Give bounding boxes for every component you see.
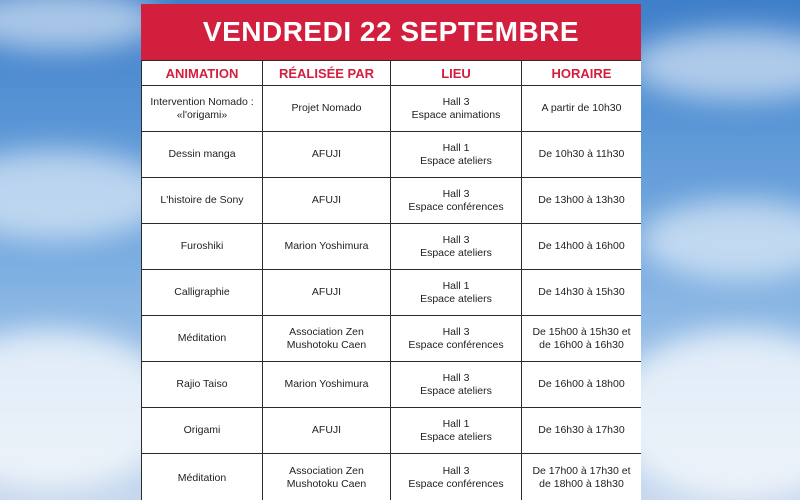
cell-place-line: Espace conférences (408, 338, 504, 351)
cell-animation (142, 132, 263, 178)
table-row (142, 224, 642, 270)
table-row (142, 178, 642, 224)
cell-animation-line: Intervention Nomado : (150, 95, 254, 108)
cell-animation-line: Furoshiki (180, 240, 224, 252)
cell-animation (142, 270, 263, 316)
cell-place (391, 362, 522, 408)
cell-time (522, 316, 642, 362)
table-row (142, 408, 642, 454)
cell-place (391, 454, 522, 500)
cell-by-line: Mushotoku Caen (286, 338, 367, 351)
cell-place-line: Espace ateliers (420, 292, 492, 305)
cell-by-line: Projet Nomado (291, 102, 362, 114)
cell-animation (142, 408, 263, 454)
date-title: VENDREDI 22 SEPTEMBRE (202, 16, 580, 47)
table-row (142, 454, 642, 500)
cell-by-line: Association Zen (289, 325, 364, 338)
cell-place (391, 224, 522, 270)
cell-place (391, 408, 522, 454)
cell-place (391, 270, 522, 316)
cell-animation (142, 316, 263, 362)
table-body (142, 86, 642, 500)
cell-time (522, 362, 642, 408)
cell-time-line: De 13h00 à 13h30 (538, 194, 625, 206)
cell-place-line: Espace ateliers (420, 384, 492, 397)
cell-place (391, 316, 522, 362)
cell-animation (142, 224, 263, 270)
cell-animation-line: Dessin manga (168, 148, 236, 160)
column-header-animation: ANIMATION (142, 61, 263, 86)
cell-time-line: De 10h30 à 11h30 (538, 148, 625, 160)
cell-time-line: De 16h30 à 17h30 (538, 424, 625, 436)
cell-time (522, 86, 642, 132)
cell-place-line: Espace conférences (408, 200, 504, 213)
cell-animation-line: Méditation (177, 471, 227, 484)
cell-by-line: AFUJI (311, 286, 342, 298)
column-header-by: RÉALISÉE PAR (263, 61, 391, 86)
cell-place-line: Hall 3 (442, 95, 470, 108)
cell-animation (142, 454, 263, 500)
cell-time (522, 454, 642, 500)
date-banner (141, 4, 641, 60)
cell-place-line: Espace animations (411, 108, 501, 121)
cloud (630, 30, 800, 100)
cell-place-line: Hall 1 (442, 279, 470, 292)
cell-animation-line: Rajio Taiso (176, 378, 228, 390)
cell-animation (142, 362, 263, 408)
cell-place (391, 178, 522, 224)
cell-place (391, 132, 522, 178)
cell-place-line: Hall 1 (442, 417, 470, 430)
cell-by (263, 408, 391, 454)
cell-by-line: Association Zen (289, 465, 364, 477)
schedule-table (141, 60, 641, 500)
cell-animation-line: L'histoire de Sony (160, 194, 244, 206)
table-row (142, 132, 642, 178)
cell-by (263, 178, 391, 224)
cell-by (263, 132, 391, 178)
cell-place-line: Hall 3 (442, 187, 470, 200)
cloud (640, 200, 800, 280)
cell-place-line: Espace ateliers (420, 246, 492, 259)
cell-place-line: Hall 1 (442, 141, 470, 154)
column-header-place: LIEU (391, 61, 522, 86)
cell-animation-line: Calligraphie (174, 286, 230, 298)
cell-animation-line: Méditation (177, 332, 227, 344)
cell-by (263, 316, 391, 362)
cell-time-line: De 14h30 à 15h30 (538, 286, 625, 298)
cell-time-line: de 16h00 à 16h30 (539, 338, 624, 351)
cell-time-line: A partir de 10h30 (541, 102, 622, 114)
cell-by (263, 270, 391, 316)
cell-by (263, 86, 391, 132)
cell-time (522, 408, 642, 454)
cell-time-line: de 18h00 à 18h30 (539, 478, 624, 490)
cloud (0, 0, 160, 50)
cell-by (263, 454, 391, 500)
schedule-panel (141, 4, 641, 500)
cell-time-line: De 15h00 à 15h30 et (532, 325, 631, 338)
cell-by-line: AFUJI (311, 148, 342, 160)
table-header-row (142, 61, 642, 86)
table-row (142, 270, 642, 316)
cell-time (522, 270, 642, 316)
cell-by-line: AFUJI (311, 424, 342, 436)
cell-animation-line: «l'origami» (176, 108, 228, 121)
cell-animation-line: Origami (183, 424, 221, 436)
cell-time (522, 224, 642, 270)
cell-place-line: Hall 3 (442, 325, 470, 338)
cell-by-line: AFUJI (311, 194, 342, 206)
cell-animation (142, 178, 263, 224)
cell-time-line: De 14h00 à 16h00 (538, 240, 625, 252)
cell-time (522, 132, 642, 178)
cell-time-line: De 16h00 à 18h00 (538, 378, 625, 390)
cell-place-line: Hall 3 (442, 465, 470, 477)
cell-place-line: Hall 3 (442, 233, 470, 246)
cell-time (522, 178, 642, 224)
cell-time-line: De 17h00 à 17h30 et (532, 465, 631, 477)
cell-by-line: Marion Yoshimura (284, 378, 369, 390)
cell-place-line: Espace ateliers (420, 154, 492, 167)
table-row (142, 362, 642, 408)
cell-by (263, 224, 391, 270)
cell-by (263, 362, 391, 408)
cell-by-line: Mushotoku Caen (286, 478, 367, 490)
cell-animation (142, 86, 263, 132)
cell-place-line: Espace conférences (408, 478, 504, 490)
cell-place-line: Hall 3 (442, 371, 470, 384)
table-row (142, 86, 642, 132)
cell-place (391, 86, 522, 132)
cell-place-line: Espace ateliers (420, 430, 492, 443)
table-row (142, 316, 642, 362)
cell-by-line: Marion Yoshimura (284, 240, 369, 252)
column-header-time: HORAIRE (522, 61, 642, 86)
